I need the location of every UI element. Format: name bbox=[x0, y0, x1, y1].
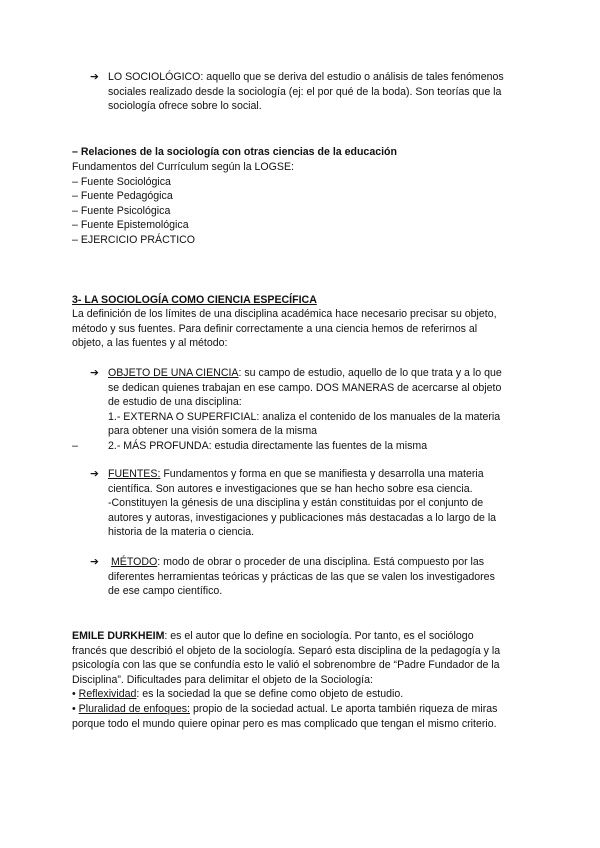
objeto-term: OBJETO DE UNA CIENCIA bbox=[108, 367, 239, 379]
arrow-bullet-icon: ➔ bbox=[90, 71, 99, 83]
relations-heading: – Relaciones de la sociología con otras ciencias de la educación bbox=[72, 146, 397, 158]
difficulty-item bbox=[72, 702, 528, 717]
difficulty-term: Pluralidad de enfoques: bbox=[78, 702, 190, 715]
text-line: -Constituyen la génesis de una disciplina y están constituidas por el conjunto de bbox=[108, 497, 484, 510]
bullet-icon: • bbox=[72, 702, 76, 715]
text-line: método y sus fuentes. Para definir correctamente a una ciencia hemos de referirnos al bbox=[72, 322, 478, 335]
metodo-item bbox=[108, 555, 528, 599]
objeto-item bbox=[108, 366, 528, 454]
list-item: – Fuente Pedagógica bbox=[72, 190, 173, 203]
list-item: – Fuente Sociológica bbox=[72, 175, 171, 188]
list-item: – Fuente Psicológica bbox=[72, 204, 171, 217]
text-line: 2.- MÁS PROFUNDA: estudia directamente las fuentes de la misma bbox=[108, 439, 428, 452]
arrow-bullet-icon: ➔ bbox=[90, 468, 99, 480]
relations-list bbox=[72, 160, 294, 248]
durkheim-paragraph bbox=[72, 629, 528, 731]
text-line: La definición de los límites de una disciplina académica hace necesario precisar su objeto, bbox=[72, 308, 497, 320]
text-line: Fundamentos y forma en que se manifiesta y desarrolla una materia bbox=[160, 468, 484, 480]
text-line: : su campo de estudio, aquello de lo que trata y a lo que bbox=[238, 367, 502, 379]
text-line: diferentes herramientas teóricas y prácticas de las que se valen los investigadores bbox=[108, 570, 495, 583]
relations-intro: Fundamentos del Currículum según la LOGSE: bbox=[72, 161, 294, 173]
arrow-bullet-icon: ➔ bbox=[90, 367, 99, 379]
text-line: para obtener una visión somera de la misma bbox=[108, 425, 318, 438]
durkheim-name: EMILE DURKHEIM bbox=[72, 630, 165, 642]
list-item: – EJERCICIO PRÁCTICO bbox=[72, 233, 196, 246]
dash-marker: – bbox=[72, 440, 78, 452]
difficulty-term: Reflexividad bbox=[78, 688, 137, 701]
fuentes-item bbox=[108, 467, 528, 540]
metodo-term: MÉTODO bbox=[110, 556, 158, 568]
text-line: científica. Son autores e investigaciones que se han hecho sobre esa ciencia. bbox=[108, 482, 473, 495]
bullet-icon: • bbox=[72, 688, 76, 701]
text-line: se dedican quienes trabajan en ese campo. DOS MANERAS de acercarse al objeto bbox=[108, 381, 502, 394]
section-3-heading: 3- LA SOCIOLOGÍA COMO CIENCIA ESPECÍFICA bbox=[72, 294, 317, 306]
text-line: autores y autoras, investigaciones y publicaciones más destacadas a lo largo de la bbox=[108, 511, 497, 524]
text-line: sociología ofrece sobre lo social. bbox=[108, 100, 262, 113]
text-line: historia de la materia o ciencia. bbox=[108, 526, 255, 539]
text-line: : es el autor que lo define en sociología. Por tanto, es el sociólogo bbox=[164, 630, 474, 642]
section-3-intro bbox=[72, 307, 528, 351]
text-line: de estudio de una disciplina: bbox=[108, 396, 242, 409]
text-line: sociales realizado desde la sociología (ej: el por qué de la boda). Son teorías que la bbox=[108, 85, 502, 98]
text-line: porque todo el mundo quiere opinar pero es mas complicado que tengan el mismo criterio. bbox=[72, 717, 497, 730]
difficulty-item bbox=[72, 687, 528, 702]
text-line: LO SOCIOLÓGICO: aquello que se deriva del estudio o análisis de tales fenómenos bbox=[108, 71, 504, 83]
text-line: : modo de obrar o proceder de una disciplina. Está compuesto por las bbox=[157, 556, 485, 568]
text-line: psicología con las que se confundía esto le valió el sobrenombre de “Padre Fundador de la bbox=[72, 659, 500, 672]
text-line: de ese campo científico. bbox=[108, 585, 223, 598]
text-line: francés que describió el objeto de la sociología. Separó esta disciplina de la pedagogía y la bbox=[72, 644, 501, 657]
fuentes-term: FUENTES: bbox=[108, 468, 161, 480]
arrow-bullet-icon: ➔ bbox=[90, 556, 99, 568]
text-line: Disciplina”. Dificultades para delimitar el objeto de la Sociología: bbox=[72, 673, 373, 686]
text-line: 1.- EXTERNA O SUPERFICIAL: analiza el contenido de los manuales de la materia bbox=[108, 410, 501, 423]
difficulty-text: propio de la sociedad actual. Le aporta también riqueza de miras bbox=[190, 702, 498, 715]
difficulty-text: : es la sociedad la que se define como objeto de estudio. bbox=[136, 688, 404, 701]
lo-sociologico-item bbox=[108, 70, 528, 114]
text-line: objeto, a las fuentes y al método: bbox=[72, 337, 228, 350]
list-item: – Fuente Epistemológica bbox=[72, 219, 189, 232]
